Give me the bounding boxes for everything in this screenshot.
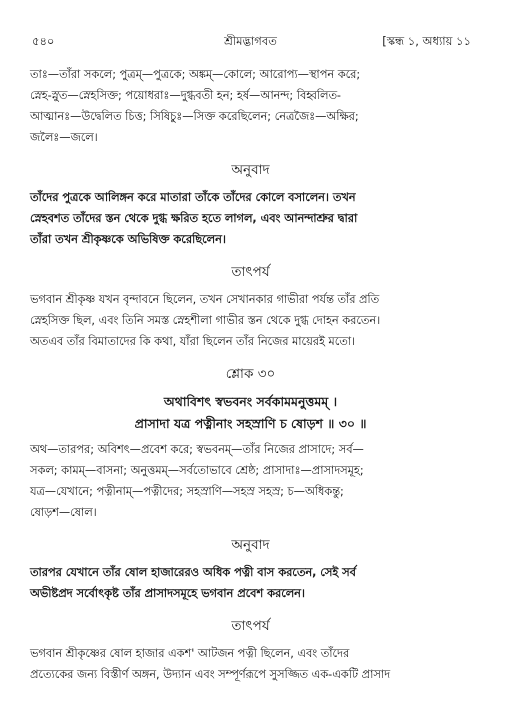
translation-line: তারপর যেখানে তাঁর ষোল হাজারেরও অধিক পত্নী বাস করতেন, সেই সর্ব (30, 566, 356, 579)
synonym-line: আত্মানঃ—উদ্বেলিত চিত্ত; সিষিচুঃ—সিক্ত করেছিলেন; নেত্রজৈঃ—অক্ষির; (30, 110, 359, 123)
synonym-line: অথ—তারপর; অবিশৎ—প্রবেশ করে; স্বভবনম্—তাঁর নিজের প্রাসাদে; সর্ব— (30, 443, 364, 456)
page-number: ৫৪০ (32, 34, 55, 48)
purport-section-1 (30, 289, 471, 352)
page-header (30, 33, 471, 51)
page-content (30, 64, 471, 685)
book-title: শ্রীমদ্ভাগবত (224, 34, 277, 48)
translation-line: তাঁদের পুত্রকে আলিঙ্গন করে মাতারা তাঁকে তাঁদের কোলে বসালেন। তখন (30, 191, 356, 204)
purport-heading-1: তাৎপর্য (231, 264, 270, 280)
purport-line: প্রত্যেকের জন্য বিস্তীর্ণ অঙ্গন, উদ্যান এবং সম্পূর্ণরূপে সুসজ্জিত এক-একটি প্রাসাদ (30, 668, 391, 681)
chapter-reference: [স্কন্ধ ১, অধ্যায় ১১ (382, 34, 471, 48)
synonym-line: সকল; কামম্—বাসনা; অনুত্তমম্—সর্বতোভাবে শ্রেষ্ঠ; প্রাসাদাঃ—প্রাসাদসমূহ; (30, 464, 364, 477)
purport-line: ভগবান শ্রীকৃষ্ণের ষোল হাজার একশ' আটজন পত্নী ছিলেন, এবং তাঁদের (30, 647, 350, 660)
purport-line: অতএব তাঁর বিমাতাদের কি কথা, যাঁরা ছিলেন তাঁর নিজের মায়েরই মতো। (30, 335, 356, 348)
purport-section-2 (30, 643, 471, 685)
synonym-line: ষোড়শ—ষোল। (30, 506, 97, 519)
purport-heading-2: তাৎপর্য (231, 618, 270, 634)
synonym-line: তাঃ—তাঁরা সকলে; পুত্রম্—পুত্রকে; অঙ্কম্—কোলে; আরোপ্য—স্থাপন করে; (30, 68, 361, 81)
translation-heading-2: অনুবাদ (231, 537, 270, 553)
translation-line: তাঁরা তখন শ্রীকৃষ্ণকে অভিষিক্ত করেছিলেন। (30, 233, 226, 246)
verse-heading: শ্লোক ৩০ (225, 366, 276, 382)
translation-line: স্নেহবশত তাঁদের স্তন থেকে দুগ্ধ ক্ষরিত হতে লাগল, এবং আনন্দাশ্রুর দ্বারা (30, 212, 358, 225)
translation-section-1 (30, 187, 471, 250)
synonym-line: স্নেহ-স্নুত—স্নেহসিক্ত; পয়োধরাঃ—দুগ্ধবতী হন; হর্ষ—আনন্দ; বিহ্বলিত- (30, 89, 341, 102)
synonyms-section-2 (30, 439, 471, 523)
verse-line: অথাবিশৎ স্বভবনং সর্বকামমনুত্তমম্ । (163, 394, 338, 409)
translation-section-2 (30, 562, 471, 604)
verse-line: প্রাসাদা যত্র পত্নীনাং সহস্রাণি চ ষোড়শ ॥ ৩০ ॥ (134, 416, 367, 431)
synonym-line: জলৈঃ—জলে। (30, 131, 98, 144)
translation-heading-1: অনুবাদ (231, 162, 270, 178)
translation-line: অভীষ্টপ্রদ সর্বোৎকৃষ্ট তাঁর প্রাসাদসমূহে ভগবান প্রবেশ করলেন। (30, 587, 305, 600)
synonym-line: যত্র—যেখানে; পত্নীনাম্—পত্নীদের; সহস্রাণি—সহস্র সহস্র; চ—অধিকন্তু; (30, 485, 344, 498)
purport-line: ভগবান শ্রীকৃষ্ণ যখন বৃন্দাবনে ছিলেন, তখন সেখানকার গাভীরা পর্যন্ত তাঁর প্রতি (30, 293, 380, 306)
verse-section (30, 391, 471, 435)
synonyms-section-1 (30, 64, 471, 148)
purport-line: স্নেহসিক্ত ছিল, এবং তিনি সমস্ত স্নেহশীলা গাভীর স্তন থেকে দুগ্ধ দোহন করতেন। (30, 314, 381, 327)
